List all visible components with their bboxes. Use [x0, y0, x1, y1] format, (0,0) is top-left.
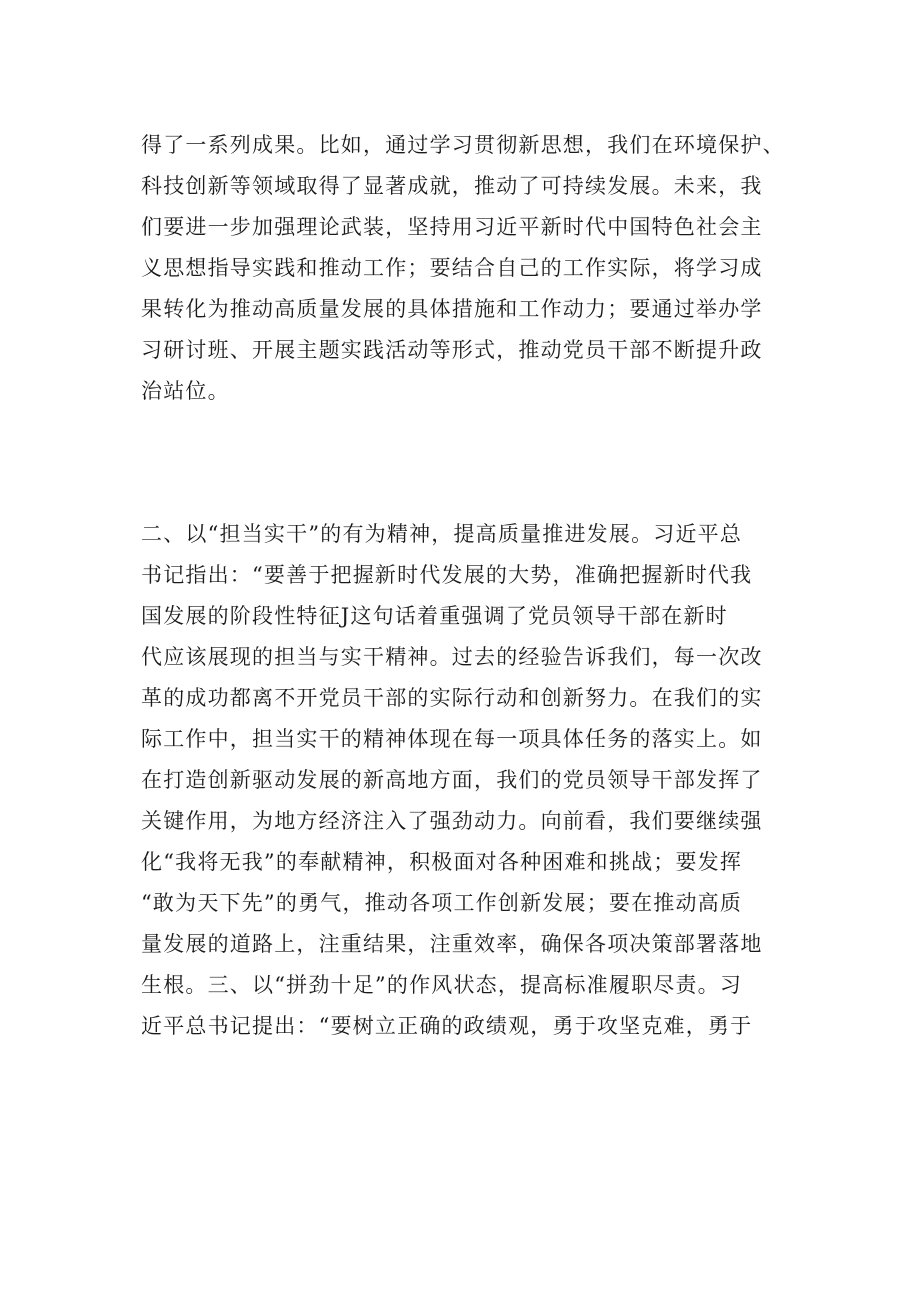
text-line: 化“我将无我”的奉献精神，积极面对各种困难和挑战；要发挥 — [141, 850, 743, 874]
text-line: 们要进一步加强理论武装，坚持用习近平新时代中国特色社会主 — [141, 215, 763, 239]
text-line: 在打造创新驱动发展的新高地方面，我们的党员领导干部发挥了 — [141, 768, 763, 792]
text-line: 习研讨班、开展主题实践活动等形式，推动党员干部不断提升政 — [141, 338, 763, 362]
text-line: 近平总书记提出：“要树立正确的政绩观，勇于攻坚克难，勇于 — [141, 1014, 753, 1038]
text-line: 量发展的道路上，注重结果，注重效率，确保各项决策部署落地 — [141, 932, 763, 956]
text-line: 际工作中，担当实干的精神体现在每一项具体任务的落实上。如 — [141, 727, 763, 751]
text-line: 二、以“担当实干”的有为精神，提高质量推进发展。习近平总 — [141, 522, 743, 546]
paragraph-2 — [141, 514, 821, 1047]
text-line: 代应该展现的担当与实干精神。过去的经验告诉我们，每一次改 — [141, 645, 763, 669]
text-line: 治站位。 — [141, 379, 230, 403]
text-line: 果转化为推动高质量发展的具体措施和工作动力；要通过举办学 — [141, 297, 763, 321]
text-line: 关键作用，为地方经济注入了强劲动力。向前看，我们要继续强 — [141, 809, 763, 833]
text-line: 书记指出：“要善于把握新时代发展的大势，准确把握新时代我 — [141, 563, 753, 587]
text-line: 革的成功都离不开党员干部的实际行动和创新努力。在我们的实 — [141, 686, 763, 710]
text-line: 国发展的阶段性特征J这句话着重强调了党员领导干部在新时 — [141, 604, 728, 628]
text-line: 科技创新等领域取得了显著成就，推动了可持续发展。未来，我 — [141, 174, 763, 198]
text-line: 义思想指导实践和推动工作；要结合自己的工作实际，将学习成 — [141, 256, 763, 280]
text-line: 生根。三、以“拼劲十足”的作风状态，提高标准履职尽责。习 — [141, 973, 743, 997]
text-line: “敢为天下先”的勇气，推动各项工作创新发展；要在推动高质 — [141, 891, 743, 915]
paragraph-1 — [141, 125, 821, 412]
text-line: 得了一系列成果。比如，通过学习贯彻新思想，我们在环境保护、 — [141, 133, 785, 157]
